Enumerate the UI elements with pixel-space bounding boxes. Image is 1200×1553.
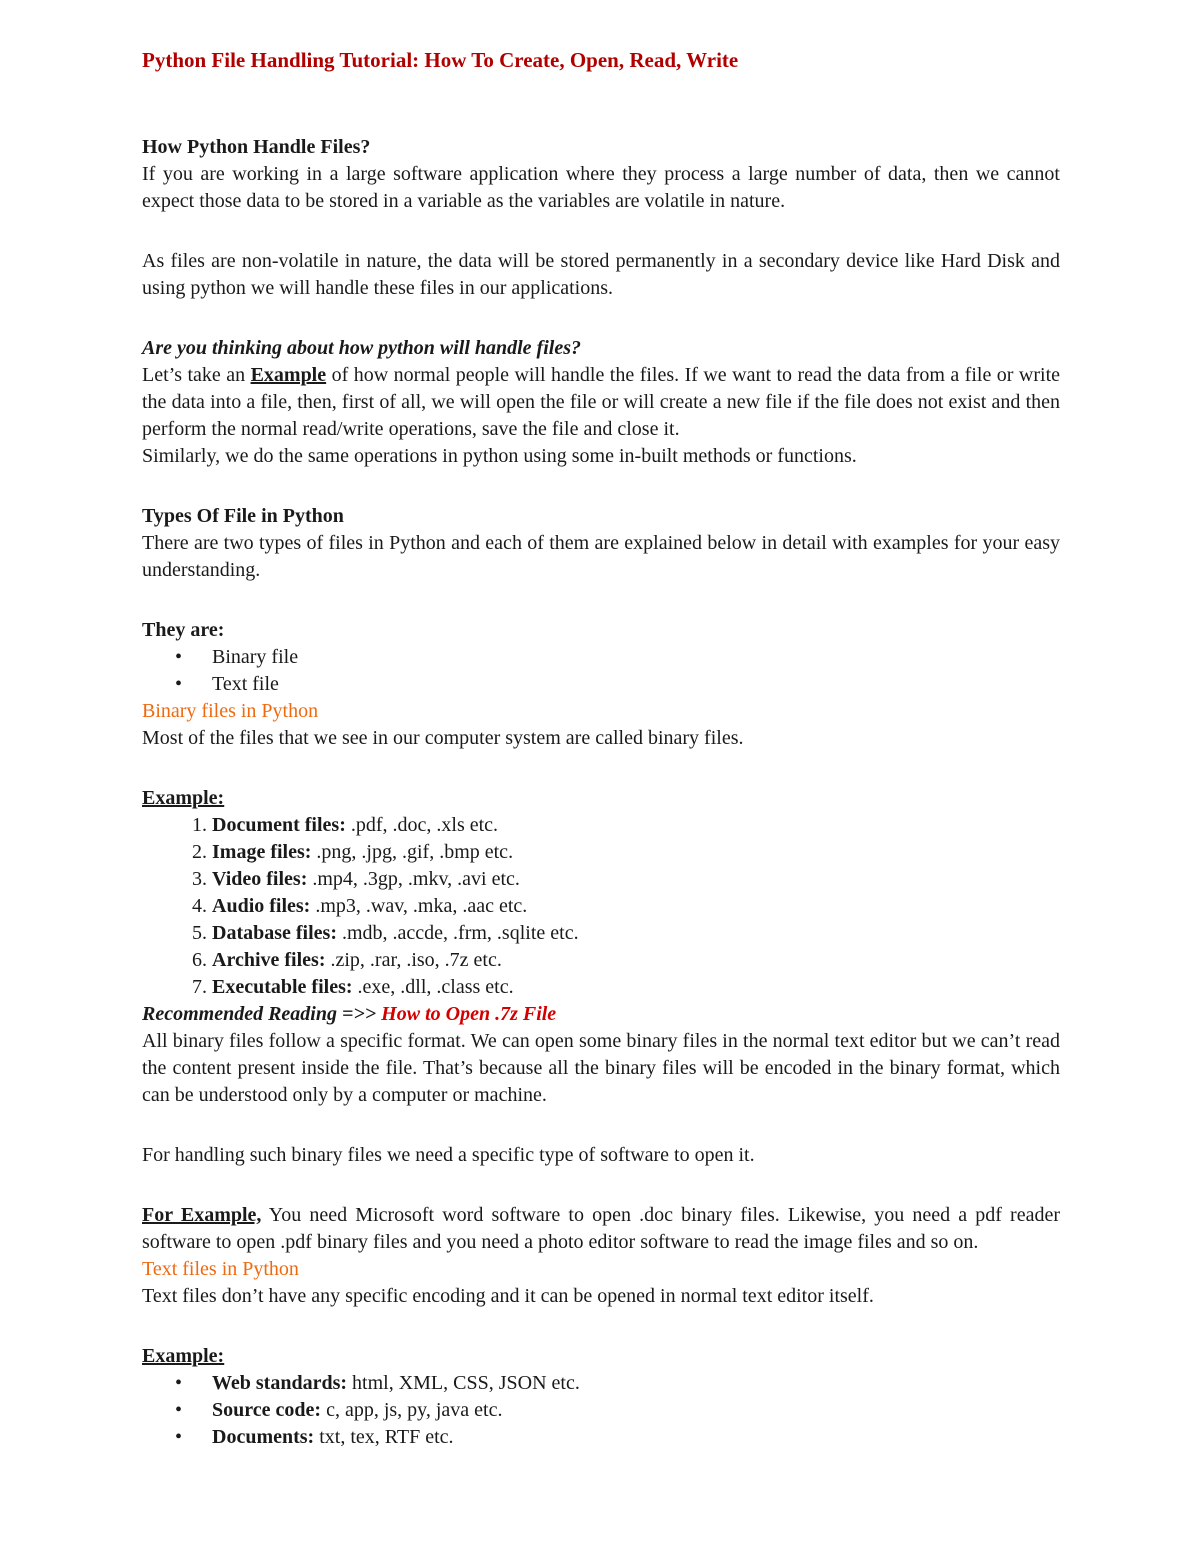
section-heading-handle-files: How Python Handle Files? [142,136,371,158]
paragraph-binary-software: For handling such binary files we need a specific type of software to open it. [142,1144,755,1166]
recommended-link[interactable]: How to Open .7z File [381,1003,557,1025]
list-item: 2. Image files: .png, .jpg, .gif, .bmp etc. [212,839,1060,866]
for-example-text: You need Microsoft word software to open .doc binary files. Likewise, you need a pdf reader software to open .pdf binary files and you need a photo editor software to read the image files and so on. [142,1204,1061,1253]
paragraph-for-example [142,1202,1060,1256]
document-body [142,134,1060,1451]
recommended-reading [142,1001,1060,1028]
list-item: 6. Archive files: .zip, .rar, .iso, .7z etc. [212,947,1060,974]
list-item: • Documents: txt, tex, RTF etc. [212,1424,1060,1451]
paragraph-large-data: If you are working in a large software application where they process a large number of data, then we cannot expect those data to be stored in a variable as the variables are volatile in nature. [142,163,1060,212]
list-item: 4. Audio files: .mp3, .wav, .mka, .aac etc. [212,893,1060,920]
list-item: 5. Database files: .mdb, .accde, .frm, .sqlite etc. [212,920,1060,947]
paragraph-two-types: There are two types of files in Python and each of them are explained below in detail with examples for your easy understanding. [142,532,1060,581]
paragraph-binary-format: All binary files follow a specific format. We can open some binary files in the normal text editor but we can’t read the content present inside the file. That’s because all the binary files will be encoded in the binary format, which can be understood only by a computer or machine. [142,1030,1060,1106]
list-item: • Binary file [212,644,1060,671]
binary-example-label: Example: [142,787,225,809]
binary-examples-list [142,812,1060,1001]
document-title: Python File Handling Tutorial: How To Create, Open, Read, Write [142,48,739,72]
paragraph-non-volatile: As files are non-volatile in nature, the data will be stored permanently in a secondary device like Hard Disk and using python we will handle these files in our applications. [142,250,1060,299]
text-files-heading: Text files in Python [142,1258,299,1280]
list-item: • Web standards: html, XML, CSS, JSON etc. [212,1370,1060,1397]
paragraph-example [142,362,1060,443]
list-item: 1. Document files: .pdf, .doc, .xls etc. [212,812,1060,839]
list-item: 7. Executable files: .exe, .dll, .class etc. [212,974,1060,1001]
section-heading-types: Types Of File in Python [142,505,344,527]
paragraph-example-pre: Let’s take an [142,364,251,386]
recommended-label: Recommended Reading =>> [142,1003,382,1025]
for-example-label: For Example, [142,1204,262,1226]
section-heading-thinking: Are you thinking about how python will handle files? [142,337,581,359]
paragraph-text-intro: Text files don’t have any specific encoding and it can be opened in normal text editor itself. [142,1285,874,1307]
file-types-list [142,644,1060,698]
they-are-label: They are: [142,619,225,641]
list-item: • Source code: c, app, js, py, java etc. [212,1397,1060,1424]
text-example-label: Example: [142,1345,225,1367]
paragraph-binary-intro: Most of the files that we see in our computer system are called binary files. [142,727,744,749]
example-link[interactable]: Example [250,364,327,386]
paragraph-example-post: of how normal people will handle the files. If we want to read the data from a file or write the data into a file, then, first of all, we will open the file or will create a new file if the file does not exist and then perform the normal read/write operations, save the file and close it. [142,364,1061,440]
paragraph-similarly: Similarly, we do the same operations in python using some in-built methods or functions. [142,445,857,467]
text-examples-list [142,1370,1060,1451]
list-item: 3. Video files: .mp4, .3gp, .mkv, .avi etc. [212,866,1060,893]
list-item: • Text file [212,671,1060,698]
binary-files-heading: Binary files in Python [142,700,319,722]
